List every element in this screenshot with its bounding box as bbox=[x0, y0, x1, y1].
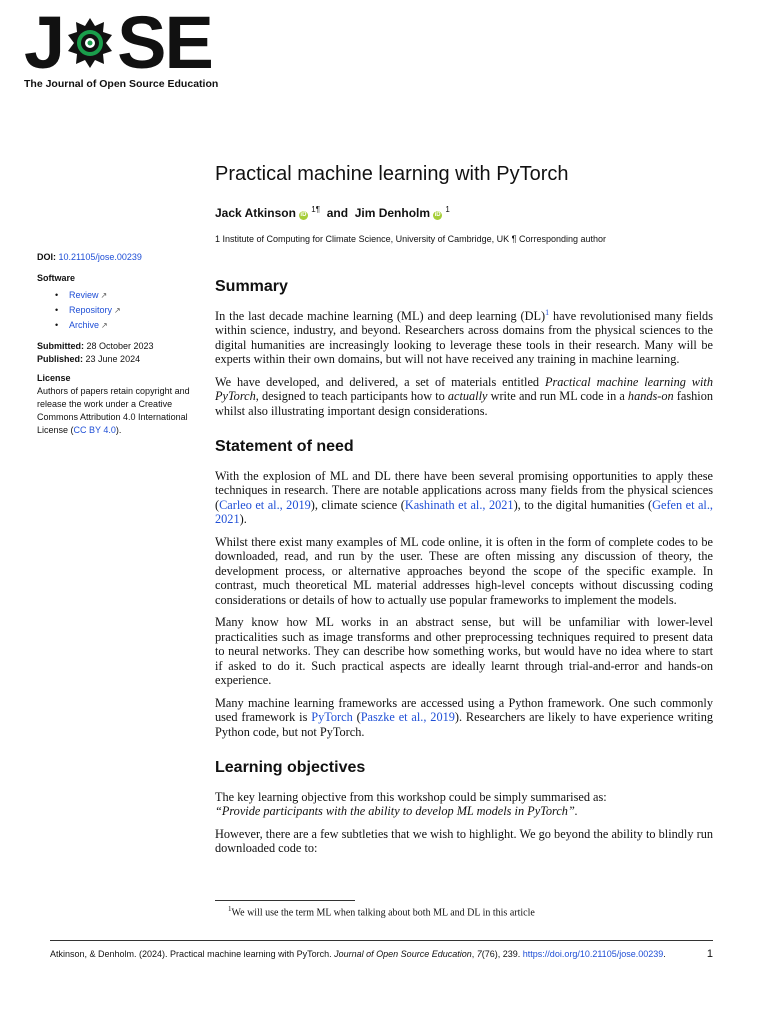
review-link[interactable]: Review bbox=[69, 290, 99, 300]
author-affiliation-mark: 1 bbox=[445, 205, 450, 214]
paragraph bbox=[215, 309, 713, 367]
author-affiliation-mark: 1¶ bbox=[311, 205, 321, 214]
footer-doi-link[interactable]: https://doi.org/10.21105/jose.00239 bbox=[522, 949, 664, 959]
logo-letter-j: J bbox=[24, 1, 64, 84]
text-run: ( bbox=[352, 710, 361, 724]
text-run: fashion whilst also illustrating important design considerations. bbox=[215, 389, 714, 418]
volume: 7 bbox=[476, 949, 482, 959]
paragraph bbox=[215, 790, 713, 819]
footnote-text: We will use the term ML when talking about both ML and DL in this article bbox=[231, 907, 535, 919]
author-name: Jack Atkinson bbox=[215, 206, 296, 220]
sidebar bbox=[37, 251, 207, 437]
emphasis: actually bbox=[447, 389, 488, 403]
footnote-number: 1 bbox=[228, 905, 232, 913]
text-run: We have developed, and delivered, a set of materials entitled bbox=[215, 374, 545, 389]
paragraph bbox=[215, 696, 713, 740]
submitted-label: Submitted: bbox=[37, 341, 84, 351]
author-name: Jim Denholm bbox=[354, 206, 431, 220]
main-content bbox=[215, 280, 713, 864]
doi-link[interactable]: 10.21105/jose.00239 bbox=[58, 252, 142, 262]
citation-link[interactable]: Carleo et al., 2019 bbox=[219, 497, 311, 512]
software-label: Software bbox=[37, 273, 76, 283]
emphasis: Practical machine learning with PyTorch bbox=[215, 374, 713, 403]
doi-row bbox=[37, 251, 207, 264]
archive-link[interactable]: Archive bbox=[69, 320, 100, 330]
journal-logo bbox=[24, 1, 234, 92]
text-run: Many machine learning frameworks are accessed using a Python framework. One such commonly used framework is bbox=[215, 695, 713, 724]
footnote bbox=[228, 905, 535, 918]
license-label: License bbox=[37, 373, 71, 383]
software-list bbox=[37, 289, 207, 332]
section-heading-summary: Summary bbox=[215, 278, 288, 295]
affiliations: 1 Institute of Computing for Climate Science, University of Cambridge, UK ¶ Corresponding author bbox=[215, 234, 607, 244]
paragraph bbox=[215, 375, 713, 419]
text-run: , bbox=[471, 949, 477, 959]
section-heading-objectives: Learning objectives bbox=[215, 759, 366, 776]
paragraph: Many know how ML works in an abstract sense, but will be unfamiliar with lower-level practicalities such as image transforms and other preprocessing techniques required to present data to neural networks. They can describe how something works, but would have no idea where to start if asked to do it. Such practical aspects are ideally learnt through trial-and-error and hands-on experience. bbox=[215, 615, 713, 687]
text-run: ), to the digital humanities ( bbox=[513, 497, 653, 512]
doi-label: DOI: bbox=[37, 252, 56, 262]
paper-title: Practical machine learning with PyTorch bbox=[215, 163, 569, 185]
author-conjunction: and bbox=[326, 206, 349, 220]
published-label: Published: bbox=[37, 354, 84, 364]
external-link-icon: ↗ bbox=[114, 306, 121, 315]
submitted-date: 28 October 2023 bbox=[86, 341, 154, 351]
page-footer bbox=[50, 948, 713, 960]
emphasis: hands-on bbox=[627, 389, 674, 403]
submitted-row bbox=[37, 340, 207, 353]
logo-seal-icon bbox=[65, 16, 115, 70]
published-row bbox=[37, 353, 207, 366]
footnote-rule bbox=[215, 900, 355, 901]
citation-link[interactable]: Kashinath et al., 2021 bbox=[404, 497, 514, 512]
citation-link[interactable]: Paszke et al., 2019 bbox=[360, 710, 455, 724]
footnote-ref[interactable]: 1 bbox=[545, 307, 550, 317]
paragraph: Whilst there exist many examples of ML code online, it is often in the form of complete codes to be downloaded, read, and run by the user. These are often missing any discussion of theory, the development process, or alternative approaches beyond the scope of the specific example. In contrast, much theoretical ML material addresses high-level concepts without discussing coding considerations or details of how to actually use popular frameworks to implement the models. bbox=[215, 534, 713, 607]
text-run: . bbox=[663, 949, 666, 959]
objective-quote: “Provide participants with the ability to develop ML models in PyTorch”. bbox=[215, 804, 578, 818]
list-item bbox=[37, 304, 207, 317]
text-run: , designed to teach participants how to bbox=[255, 389, 448, 403]
text-run: (76), 239. bbox=[481, 949, 523, 959]
orcid-icon[interactable]: iD bbox=[434, 212, 441, 218]
text-run: Atkinson, & Denholm. (2024). Practical machine learning with PyTorch. bbox=[50, 949, 335, 959]
journal-name: Journal of Open Source Education bbox=[334, 949, 472, 959]
text-run: ). Researchers are likely to have experience writing Python code, but not PyTorch. bbox=[215, 710, 713, 739]
text-run: With the explosion of ML and DL there have been several promising opportunities to apply these techniques in research. There are notable applications across many fields from the physical sciences ( bbox=[215, 468, 713, 512]
list-item bbox=[37, 289, 207, 302]
text-run: ), climate science ( bbox=[310, 497, 405, 512]
author-list bbox=[215, 205, 450, 220]
section-heading-need: Statement of need bbox=[215, 438, 354, 455]
paragraph: However, there are a few subtleties that we wish to highlight. We go beyond the ability to blindly run downloaded code to: bbox=[215, 826, 713, 855]
text-run: write and run ML code in a bbox=[487, 389, 628, 403]
text-run: ). bbox=[239, 512, 247, 526]
text-run: In the last decade machine learning (ML) and deep learning (DL) bbox=[215, 308, 546, 323]
license-link[interactable]: CC BY 4.0 bbox=[73, 425, 116, 435]
citation-link[interactable]: Gefen et al., 2021 bbox=[215, 497, 713, 526]
paragraph bbox=[215, 469, 713, 527]
page-number: 1 bbox=[706, 948, 713, 960]
footer-rule bbox=[50, 940, 713, 941]
footer-citation bbox=[50, 948, 690, 960]
list-item bbox=[37, 319, 207, 332]
text-run: The key learning objective from this workshop could be simply summarised as: bbox=[215, 789, 607, 804]
published-date: 23 June 2024 bbox=[85, 354, 141, 364]
license-text-part: ). bbox=[115, 425, 122, 435]
external-link-icon: ↗ bbox=[100, 291, 108, 300]
logo-letters-se: SE bbox=[117, 1, 212, 84]
repository-link[interactable]: Repository bbox=[69, 305, 113, 315]
pytorch-link[interactable]: PyTorch bbox=[311, 710, 353, 724]
text-run: have revolutionised many fields within science, industry, and beyond. Researchers across domains from the physical sciences to the digital humanities are increasingly looking to leverage these tools in their research. Many will be experts within their own domains, but will not have received any training in machine learning. bbox=[215, 308, 713, 366]
orcid-icon[interactable]: iD bbox=[300, 212, 307, 218]
license-text bbox=[37, 385, 202, 437]
license-text-part: Authors of papers retain copyright and release the work under a Creative Commons Attribution 4.0 International License ( bbox=[37, 386, 190, 435]
external-link-icon: ↗ bbox=[101, 321, 108, 330]
journal-tagline: The Journal of Open Source Education bbox=[24, 78, 219, 90]
